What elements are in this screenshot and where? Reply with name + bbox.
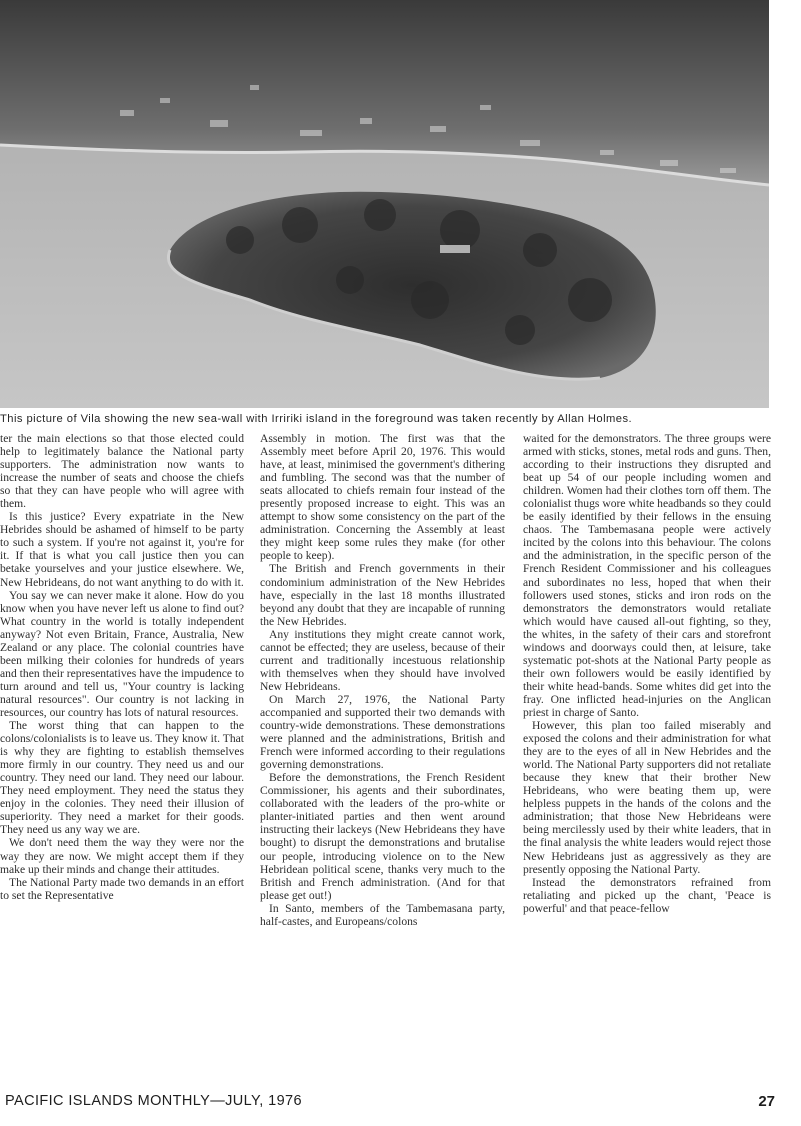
article-paragraph: You say we can never make it alone. How do you know when you have never left us alone to find out? What country in the world is totally independent anyway? Not even Britain, France, Australia, New Zealand or any place. The colonial countries have been milking their colonies for hundreds of years and then their representatives have the impudence to turn around and tell us, "Your country is lacking natural resources". Our country is not lacking in resources, our country has lots of natural resources. [0,588,244,719]
article-paragraph: waited for the demonstrators. The three groups were armed with sticks, stones, metal rods and guns. Then, according to their instructions they disrupted and beat up 54 of our people including women and children. Women had their clothes torn off them. The colonialist thugs wore white headbands so they could be easily identified by their fellows in the ensuing chaos. The Tambemasana people were actively incited by the colons into this behaviour. The colons and the administration, in the specific person of the French Resident Commissioner and his colleagues and subordinates no less, hoped that when their followers used stones, sticks and iron rods on the demonstrators the demonstrators would retaliate which would have caused all-out fighting, so they, the whites, in the safety of their cars and storefront windows and doorways could then, at leisure, take systematic pot-shots at the National Party people as their own followers would be easily identified by their white head-bands. Some whites did get into the fray. One inflicted head-injuries on the Anglican priest in charge of Santo. [523,432,771,719]
article-paragraph: Instead the demonstrators refrained from retaliating and picked up the chant, 'Peace is powerful' and that peace-fellow [523,875,771,915]
article-paragraph: In Santo, members of the Tambemasana party, half-castes, and Europeans/colons [260,901,505,928]
article-column-2 [260,432,505,928]
article-paragraph: On March 27, 1976, the National Party accompanied and supported their two demands with country-wide demonstrations. These demonstrations were planned and the administrations, British and French were informed according to their regulations governing demonstrations. [260,692,505,772]
page-number: 27 [758,1093,775,1110]
article-paragraph: Is this justice? Every expatriate in the New Hebrides should be ashamed of himself to be party to such a system. If you're not against it, you're for it. If that is what you call justice then you can betake yourselves and your justice elsewhere. We, New Hebrideans, do not want anything to do with it. [0,510,244,589]
publication-title: PACIFIC ISLANDS MONTHLY—JULY, 1976 [5,1093,302,1109]
article-column-3 [523,432,771,915]
article-paragraph: Assembly in motion. The first was that the Assembly meet before April 20, 1976. This would have, at least, minimised the government's dithering and fumbling. The second was that the number of seats allocated to chiefs remain four instead of the presently proposed increase to eight. This was an attempt to show some consistency on the part of the administration. Concerning the Assembly at least they might keep some rules they make (for other people to keep). [260,432,505,563]
article-paragraph: The British and French governments in their condominium administration of the New Hebrides have, especially in the last 18 months illustrated beyond any doubt that they are incapable of running the New Hebrides. [260,562,505,628]
article-paragraph: Any institutions they might create cannot work, cannot be effected; they are useless, because of their current and traditionally incestuous relationship with themselves when they should have involved New Hebrideans. [260,627,505,693]
article-paragraph: The National Party made two demands in an effort to set the Representative [0,875,244,902]
article-paragraph: ter the main elections so that those elected could help to legitimately balance the National party supporters. The administration now wants to increase the number of seats and choose the chiefs so that they can have people who will agree with them. [0,432,244,511]
article-column-1 [0,432,244,902]
article-paragraph: However, this plan too failed miserably and exposed the colons and their administration for what they are to the eyes of all in New Hebrides and the world. The National Party supporters did not retaliate because they knew that their brother New Hebrideans, who were beating them up, were helpless puppets in the hands of the colons and the administration; that those New Hebrideans were being mercilessly used by their white leaders, that in the final analysis the white leaders would reject those New Hebrideans just as aggressively as they are presently opposing the National Party. [523,719,771,876]
article-paragraph: Before the demonstrations, the French Resident Commissioner, his agents and their subordinates, collaborated with the leaders of the pro-white or planter-initiated parties and then went around instructing their lackeys (New Hebrideans they have bought) to disrupt the demonstrations and brutalise our people, introducing violence on to the New Hebridean political scene, thanks very much to the British and French administration. (And for that please get out!) [260,771,505,902]
aerial-photo-icon [0,0,769,408]
page-footer [5,1090,775,1114]
article-paragraph: We don't need them the way they were nor the way they are now. We might accept them if they make up their minds and change their attitudes. [0,836,244,876]
aerial-photo-vila [0,0,769,408]
photo-caption: This picture of Vila showing the new sea-wall with Irririki island in the foreground was taken recently by Allan Holmes. [0,413,633,425]
article-paragraph: The worst thing that can happen to the colons/colonialists is to leave us. They know it. That is why they are fighting to establish themselves more firmly in our country. They need us and our country. They need our land. They need our labour. They need employment. They need the status they enjoy in the colonies. They need their illusion of superiority. They need a market for their goods. They need us any way we are. [0,719,244,837]
